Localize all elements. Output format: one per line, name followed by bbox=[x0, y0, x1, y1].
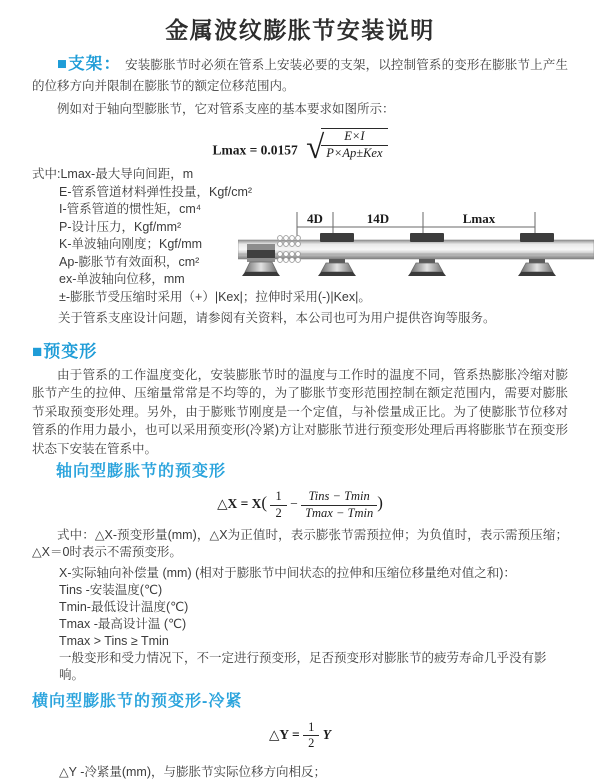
definition-lmax: 式中:Lmax-最大导向间距，m bbox=[32, 167, 194, 182]
formula-dx-lhs: △X = X bbox=[217, 496, 262, 512]
support-example-line: 例如对于轴向型膨胀节，它对管系支座的基本要求如图所示： bbox=[57, 102, 395, 116]
lmax-fraction-numerator: E×I bbox=[321, 129, 387, 146]
axial-note-wrap: 式中：△X-预变形量(mm)，△X为正值时，表示膨张节需预拉伸；为负值时，表示需预压缩；△X＝0时表示不需预变形。 bbox=[32, 527, 568, 559]
open-paren: ( bbox=[261, 493, 268, 513]
predeform-body-paragraph: 由于管系的工作温度变化，安装膨胀节时的温度与工作时的温度不同，管系热膨胀冷缩对膨胀节产生的拉伸、压缩量常常是不均等的，为了膨胀节变形范围控制在额定范围内，需要对膨胀节采取预变形处理。另外，由于膨账节刚度是一个定值，与补偿量成正比。为了使膨胀节位移对管系的作用力最小，也可以采用预变形(冷紧)方让对膨胀节进行预变形处理后再将膨胀节在预变形状态下安装在管系中。 bbox=[32, 367, 568, 456]
definition-ap: Ap-膨胀节有效面积，cm² bbox=[59, 254, 200, 269]
lmax-fraction bbox=[321, 128, 387, 161]
temp-fraction-numerator: Tins − Tmin bbox=[301, 489, 377, 506]
definition-plusminus: ±-膨胀节受压缩时采用（+）|Kex|；拉伸时采用(-)|Kex|。 bbox=[59, 289, 371, 304]
support-intro-text: 安装膨胀节时必须在管系上安装必要的支架，以控制管系的变形在膨胀节上产生的位移方向并限制在膨胀节的额定位移范围内。 bbox=[32, 58, 568, 93]
axial-predeform-heading: 轴向型膨胀节的预变形 bbox=[56, 463, 227, 481]
support-consult-note: 关于管系支座设计问题，请参阅有关资料，本公司也可为用户提供咨询等服务。 bbox=[58, 311, 496, 326]
pipe-support-diagram bbox=[238, 204, 594, 299]
definition-p: P-设计压力，Kgf/mm² bbox=[59, 219, 182, 234]
minus-sign: − bbox=[290, 496, 298, 512]
definition-i: I-管系管道的惯性矩，cm⁴ bbox=[59, 202, 202, 217]
axial-notes-list bbox=[0, 565, 600, 684]
definition-ex: ex-单波轴向位移，mm bbox=[59, 272, 185, 287]
note-x: X-实际轴向补偿量 (mm) (相对于膨胀节中间状态的拉伸和压缩位移量绝对值之和)： bbox=[59, 565, 516, 580]
dy-half-fraction bbox=[303, 720, 319, 752]
formula-lmax bbox=[0, 128, 600, 166]
half-numerator: 1 bbox=[270, 489, 286, 506]
dy-half-numerator: 1 bbox=[303, 720, 319, 737]
formula-dy-lhs: △Y = bbox=[269, 726, 300, 742]
note-tmax: Tmax -最高设计温 (℃) bbox=[59, 616, 187, 631]
formula-dy-rhs: Y bbox=[322, 726, 331, 742]
formula-lmax-lhs: Lmax = 0.0157 bbox=[212, 142, 298, 158]
dy-half-denominator: 2 bbox=[308, 736, 315, 751]
document-page bbox=[0, 12, 600, 779]
temperature-fraction bbox=[301, 489, 377, 521]
note-tmin: Tmin-最低设计温度(℃) bbox=[59, 599, 189, 614]
sqrt-expression: √ $\frac{E\times I}{\text{P×Ap±Kex}}$ bbox=[301, 128, 387, 161]
page-title: 金属波纹膨胀节安装说明 bbox=[165, 17, 435, 43]
note-general: 一般变形和受力情况下，不一定进行预变形，足否预变形对膨胀节的疲劳寿命几乎没有影响。 bbox=[59, 650, 547, 682]
lateral-note: △Y -冷紧量(mm)，与膨胀节实际位移方向相反； bbox=[59, 764, 327, 779]
formula-lateral-predeform bbox=[0, 720, 600, 752]
definition-e: E-管系管道材料弹性投量，Kgf/cm² bbox=[59, 184, 253, 199]
temp-fraction-denominator: Tmax − Tmin bbox=[305, 505, 374, 520]
one-half-fraction bbox=[270, 489, 286, 521]
close-paren: ) bbox=[377, 493, 383, 513]
dim-label-14d: 14D bbox=[366, 211, 390, 226]
dim-label-4d: 4D bbox=[307, 211, 323, 226]
lmax-fraction-denominator: P×Ap±Kex bbox=[326, 145, 383, 160]
dim-label-lmax: Lmax bbox=[462, 211, 496, 226]
predeform-section-heading: ■预变形 bbox=[32, 341, 98, 361]
definition-k: K-单波轴向刚度；Kgf/mm bbox=[59, 237, 203, 252]
formula-axial-predeform bbox=[0, 489, 600, 521]
half-denominator: 2 bbox=[275, 505, 282, 520]
support-section-label: ■支架： bbox=[57, 55, 122, 73]
lateral-predeform-heading: 横向型膨胀节的预变形-冷紧 bbox=[32, 692, 243, 710]
note-tins: Tins -安装温度(℃) bbox=[59, 582, 163, 597]
note-temperature-relation: Tmax > Tins ≥ Tmin bbox=[59, 633, 169, 648]
anchor-support bbox=[242, 244, 280, 276]
support-intro-paragraph bbox=[0, 54, 600, 97]
